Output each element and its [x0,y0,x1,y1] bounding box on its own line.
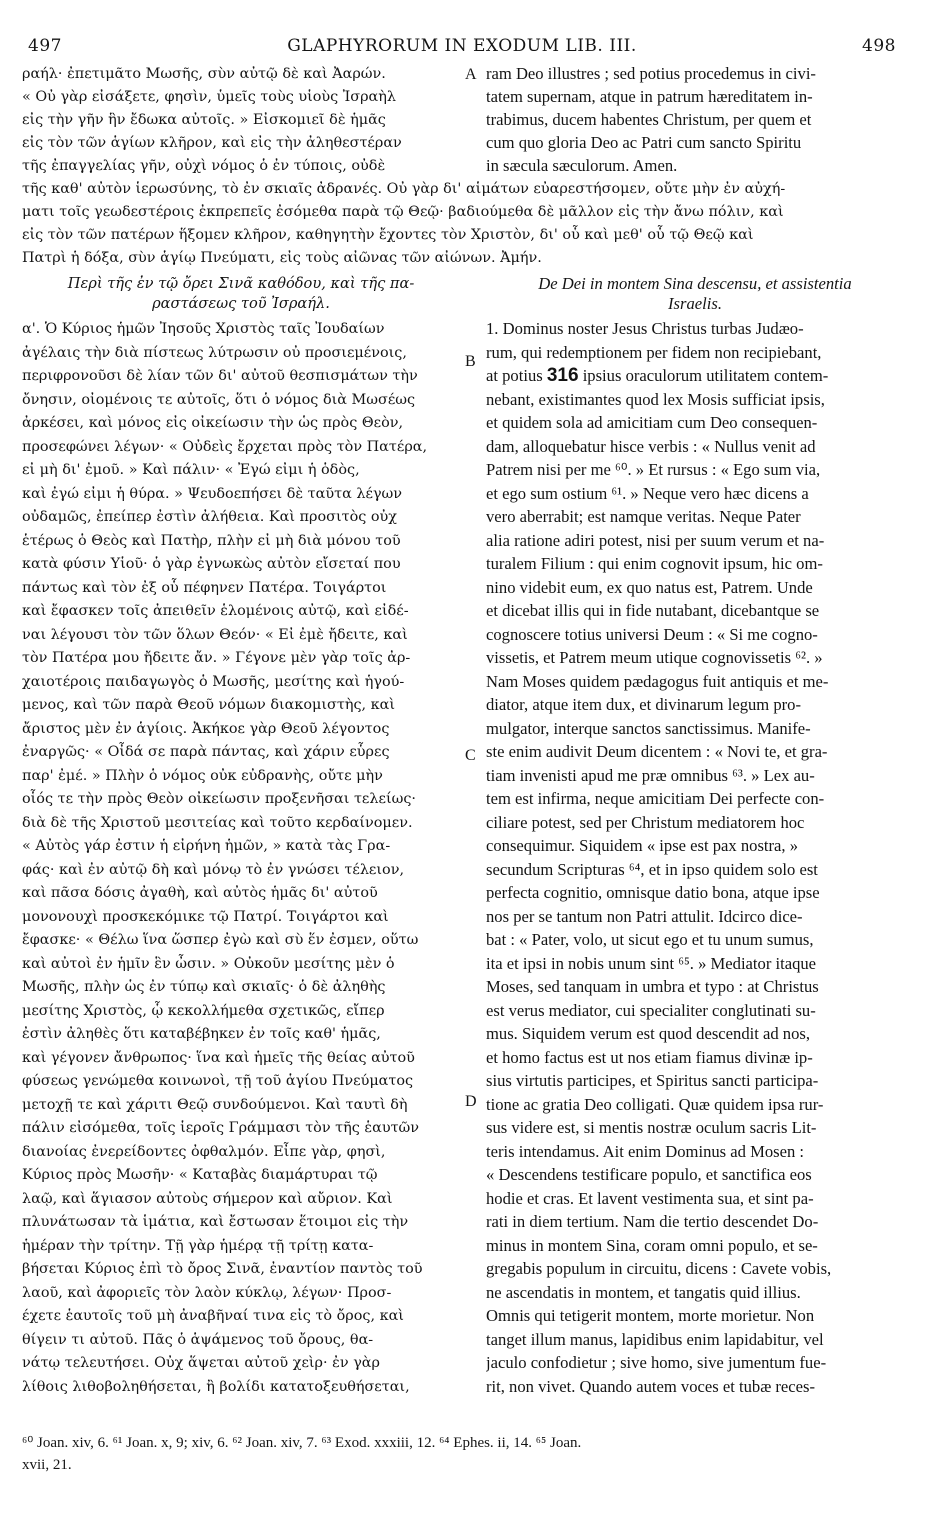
greek-line: τὸν Πατέρα μου ἤδειτε ἄν. » Γέγονε μὲν γὰρ τοῖς ἀρ- [22,650,411,666]
latin-line: tiam invenisti apud me præ omnibus ⁶³. » Lex au- [486,765,815,785]
greek-line: καὶ πᾶσα δόσις ἀγαθὴ, καὶ αὐτὸς ἡμᾶς δι' αὐτοῦ [22,885,378,901]
greek-line: πλυνάτωσαν τὰ ἱμάτια, καὶ ἔστωσαν ἕτοιμοι εἰς τὴν [22,1214,409,1230]
latin-line: jaculo confodietur ; sive homo, sive jumentum fue- [486,1353,827,1372]
greek-line: παρ' ἐμέ. » Πλὴν ὁ νόμος οὐκ εὐδρανὴς, οὔτε μὴν [22,767,383,784]
latin-line: tanget illum manus, lapidibus enim lapidabitur, vel [486,1329,824,1349]
latin-line: dam, alloquebatur hisce verbis : « Nullus venit ad [486,436,816,456]
greek-line: καὶ αὐτοὶ ἐν ἡμῖν ἓν ὦσιν. » Οὐκοῦν μεσίτης μὲν ὁ [22,955,395,972]
latin-line: ne ascendatis in montem, et tangatis quid illius. [486,1282,801,1302]
greek-line: καὶ ἐγώ εἰμι ἡ θύρα. » Ψευδοεπήσει δὲ ταῦτα λέγων [22,485,403,502]
latin-line: rati in diem tertium. Nam die tertio descendet Do- [486,1212,819,1231]
latin-line: vero aberrabit; est namque veritas. Neque Pater [486,507,801,526]
latin-line: ciliare potest, sed per Christum mediatorem hoc [486,812,805,832]
latin-line: est verus mediator, cui specialiter conglutinati su- [486,1000,816,1020]
greek-line: βήσεται Κύριος ἐπὶ τὸ ὄρος Σινᾶ, ἐναντίον παντὸς τοῦ [22,1261,423,1277]
latin-heading: Israelis. [668,294,722,313]
full-width-line: ματι τοῖς γεωδεστέροις ἐκπρεπεῖς ἐσόμεθα παρὰ τῷ Θεῷ· βαδιούμεθα δὲ μᾶλλον εἰς τὴν ἄνω πόλιν, καὶ [22,204,784,220]
latin-line: sus videre est, si mentis nostræ oculum sacris Lit- [486,1118,817,1137]
greek-line: λαοῦ, καὶ ἀφοριεῖς τὸν λαὸν κύκλῳ, λέγων· Προσ- [22,1284,392,1301]
greek-line: θίγειν τι αὐτοῦ. Πᾶς ὁ ἁψάμενος τοῦ ὄρους, θα- [22,1331,374,1348]
greek-line: διανοίας ἐνερείδοντες ὀφθαλμόν. Εἶπε γὰρ, φησὶ, [22,1143,386,1160]
greek-line: « Οὐ γὰρ εἰσάξετε, φησὶν, ὑμεῖς τοὺς υἱοὺς Ἰσραὴλ [22,89,397,105]
latin-line: nos per se tantum non Patri attulit. Idcirco dice- [486,906,803,926]
greek-line: οὐδαμῶς, ἐπείπερ ἐστὶν ἀλήθεια. Καὶ προσιτὸς οὐχ [22,509,397,525]
greek-line: μεσίτης Χριστὸς, ᾧ κεκολλήμεθα σχετικῶς, εἴπερ [22,1002,385,1019]
latin-line: sius virtutis participes, et Spiritus sancti participa- [486,1071,819,1090]
latin-line: Omnis qui tetigerit montem, morte morietur. Non [486,1306,815,1325]
latin-line: et quidem sola ad amicitiam cum Deo consequen- [486,413,818,432]
latin-line: diator, atque item dux, et divinarum legum pro- [486,695,801,714]
greek-line: εἰς τὸν τῶν ἁγίων κλῆρον, καὶ εἰς τὴν ἀληθεστέραν [22,135,402,151]
latin-line: et dicebat illis qui in fide nutabant, dicebantque se [486,601,820,620]
latin-line: 1. Dominus noster Jesus Christus turbas Judæo- [486,319,804,338]
latin-line: trabimus, ducem habentes Christum, per quem et [486,110,812,129]
column-number: 316 [546,366,579,386]
greek-line: λαῷ, καὶ ἅγιασον αὐτοὺς σήμερον καὶ αὔριον. Καὶ [22,1190,393,1207]
latin-line: hodie et cras. Et lavent vestimenta sua, et sint pa- [486,1188,814,1208]
margin-marker-c: C [465,747,476,764]
greek-line: ἐστὶν ἀληθὲς ὅτι καταβέβηκεν ἐν τοῖς καθ' ἡμᾶς, [22,1026,381,1042]
latin-line: Patrem nisi per me ⁶⁰. » Et rursus : « Ego sum via, [486,460,821,479]
latin-line: teris intendamus. Ait enim Dominus ad Mosen : [486,1141,805,1161]
full-width-line: Πατρὶ ἡ δόξα, σὺν ἁγίῳ Πνεύματι, εἰς τοὺς αἰῶνας τῶν αἰώνων. Ἀμήν. [22,250,542,266]
latin-line [486,366,904,386]
latin-line: mulgator, interque sanctos sanctissimus. Manife- [486,718,811,738]
latin-line: alia ratione adiri potest, nisi per suum verum et na- [486,530,825,550]
latin-line: minus in montem Sina, coram omni populo, et se- [486,1235,818,1255]
right-page-number: 498 [862,36,896,56]
latin-line: Nam Moses quidem pædagogus fuit antiquis et me- [486,671,829,691]
latin-line: « Descendens testificare populo, et sanctifica eos [486,1165,812,1184]
latin-line: Moses, sed tanquam in umbra et typo : at Christus [486,977,819,996]
latin-line: gregabis populum in circuitu, dicens : Cavete vobis, [486,1259,832,1278]
latin-text: at potius [486,366,547,385]
latin-line: turalem Filium : qui enim cognovit ipsum, hic om- [486,554,823,573]
greek-line: ναι λέγουσι τὸν τῶν ὅλων Θεόν· « Εἰ ἐμὲ ἤδειτε, καὶ [22,626,408,643]
greek-line: ἀρκέσει, καὶ μόνος εἰς οἰκείωσιν τὴν ὡς πρὸς Θεὸν, [22,415,404,431]
running-title: GLAPHYRORUM IN EXODUM LIB. III. [287,36,637,56]
latin-line: tem est infirma, neque amicitiam Dei perfecte con- [486,789,825,808]
greek-line: ἑτέρως ὁ Θεὸς καὶ Πατὴρ, πλὴν εἰ μὴ διὰ μόνου τοῦ [22,532,401,549]
greek-line: οἷός τε τὴν πρὸς Θεὸν οἰκείωσιν προξενῆσαι τελείως· [22,791,416,807]
left-page-number: 497 [28,36,62,56]
greek-line: « Αὐτὸς γάρ ἐστιν ἡ εἰρήνη ἡμῶν, » κατὰ τὰς Γρα- [22,838,391,854]
latin-line: ita et ipsi in nobis unum sint ⁶⁵. » Mediator itaque [486,953,817,973]
latin-line: vissetis, et Patrem meum utique cognovissetis ⁶². » [486,648,823,667]
latin-line: cum quo gloria Deo ac Patri cum sancto Spiritu [486,133,802,152]
greek-line: Μωσῆς, πλὴν ὡς ἐν τύπῳ καὶ σκιαῖς· ὁ δὲ ἀληθὴς [22,979,386,995]
margin-marker-d: D [465,1093,477,1110]
greek-heading: ραστάσεως τοῦ Ἰσραήλ. [152,295,330,312]
latin-line: cognoscere totius universi Deum : « Si me cogno- [486,624,818,644]
greek-line: ἔφασκε· « Θέλω ἵνα ὥσπερ ἐγὼ καὶ σὺ ἕν ἐσμεν, οὕτω [22,932,419,948]
greek-line: νάτῳ τελευτήσει. Οὐχ ἅψεται αὐτοῦ χεὶρ· ἐν γὰρ [22,1355,380,1371]
greek-line: εἰ μὴ δι' ἐμοῦ. » Καὶ πάλιν· « Ἐγώ εἰμι ἡ ὁδὸς, [22,462,360,478]
latin-line: rit, non vivet. Quando autem voces et tubæ reces- [486,1376,816,1396]
greek-line: ὄνησιν, οἰομένοις τε αὐτοῖς, ὅτι ὁ νόμος διὰ Μωσέως [22,391,416,408]
greek-heading: Περὶ τῆς ἐν τῷ ὄρει Σινᾶ καθόδου, καὶ τῆς πα- [67,275,415,292]
greek-line: μετοχῇ τε καὶ χάριτι Θεῷ συνδούμενοι. Καὶ ταυτὶ δὴ [22,1096,408,1113]
greek-line: εἰς τὴν γῆν ἣν ἔδωκα αὐτοῖς. » Εἰσκομιεῖ δὲ ἡμᾶς [22,112,386,128]
latin-line: tatem supernam, atque in patrum hæreditatem in- [486,87,813,106]
greek-line: πάλιν εἰσόμεθα, τοῖς ἱεροῖς Γράμμασι τὸν τῆς ἑαυτῶν [22,1120,420,1136]
margin-marker-b: B [465,353,476,370]
footnote-line: ⁶⁰ Joan. xiv, 6. ⁶¹ Joan. x, 9; xiv, 6. ⁶² Joan. xiv, 7. ⁶³ Exod. xxxiii, 12. ⁶⁴ Ephes. ii, 14. ⁶⁵ Joan. [22,1435,582,1451]
greek-line: φάς· καὶ ἐν αὐτῷ δὴ καὶ μόνῳ τὸ ἐν γνώσει τέλειον, [22,861,405,878]
full-width-line: τῆς καθ' αὐτὸν ἱερωσύνης, τὸ ἐν σκιαῖς ἀδρανές. Οὐ γὰρ δι' αἱμάτων εὐαρεστήσομεν, οὔτε μὴν ἐν αὐχή- [22,181,786,197]
latin-line: tione ac gratia Deo colligati. Quæ quidem ipsa rur- [486,1094,824,1114]
latin-line: secundum Scripturas ⁶⁴, et in ipso quidem solo est [486,859,818,879]
greek-line: ραήλ· ἐπετιμᾶτο Μωσῆς, σὺν αὐτῷ δὲ καὶ Ἀαρών. [22,66,386,82]
greek-line: τῆς ἐπαγγελίας γῆν, οὐχὶ νόμος ὁ ἐν τύποις, οὐδὲ [22,158,386,174]
greek-line: χαιοτέροις παιδαγωγὸς ὁ Μωσῆς, μεσίτης καὶ ἡγού- [22,673,405,690]
latin-line: ste enim audivit Deum dicentem : « Novi te, et gra- [486,742,828,761]
latin-line: rum, qui redemptionem per fidem non recipiebant, [486,342,822,362]
greek-line: ἀγέλαις τὴν διὰ πίστεως λύτρωσιν οὐ προσιεμένοις, [22,344,407,361]
greek-line: ἡμέραν τὴν τρίτην. Τῇ γὰρ ἡμέρᾳ τῇ τρίτῃ κατα- [22,1237,374,1254]
greek-line: λίθοις λιθοβοληθήσεται, ἢ βολίδι κατατοξευθήσεται, [22,1378,410,1395]
latin-heading: De Dei in montem Sina descensu, et assistentia [538,274,852,293]
greek-line: φύσεως γενώμεθα κοινωνοὶ, τῇ τοῦ ἁγίου Πνεύματος [22,1073,414,1089]
full-width-line: εἰς τὸν τῶν πατέρων ἥξομεν κλῆρον, καθηγητὴν ἔχοντες τὸν Χριστὸν, δι' οὗ καὶ μεθ' οὗ τῷ Θεῷ καὶ [22,227,754,243]
latin-line: bat : « Pater, volo, ut sicut ego et tu unum sumus, [486,930,814,949]
greek-line: πάντως καὶ τὸν ἐξ οὗ πέφηνεν Πατέρα. Τοιγάρτοι [22,579,387,596]
greek-line: α'. Ὁ Κύριος ἡμῶν Ἰησοῦς Χριστὸς ταῖς Ἰουδαίων [22,321,385,337]
greek-line: κατὰ φύσιν Υἱοῦ· ὁ γὰρ ἐγνωκὼς αὐτὸν εἴσεταί που [22,556,401,572]
latin-line: in sæcula sæculorum. Amen. [486,156,678,175]
latin-line: perfecta cognitio, omnisque datio bona, atque ipse [486,883,820,902]
page-header [28,36,896,60]
greek-line: καὶ γέγονεν ἄνθρωπος· ἵνα καὶ ἡμεῖς τῆς θείας αὐτοῦ [22,1049,415,1066]
greek-line: μονονουχὶ προσκεκόμικε τῷ Πατρί. Τοιγάρτοι καὶ [22,908,389,925]
latin-line: et homo factus est ut nos etiam fiamus divinæ ip- [486,1047,813,1067]
latin-line: ram Deo illustres ; sed potius procedemus in civi- [486,64,816,83]
latin-line: nino videbit eum, ex quo natus est, Patrem. Unde [486,577,813,597]
greek-line: διὰ δὲ τῆς Χριστοῦ μεσιτείας καὶ τοῦτο κερδαίνομεν. [22,814,413,831]
greek-line: έχετε ἑαυτοῖς τοῦ μὴ ἀναβῆναί τινα εἰς τὸ ὄρος, καὶ [22,1308,404,1324]
latin-line: consequimur. Siquidem « ipse est pax nostra, » [486,836,799,855]
footnote-line: xvii, 21. [22,1457,72,1473]
greek-line: περιφρονοῦσι δὲ λίαν τῶν δι' αὐτοῦ θεσπισμάτων τὴν [22,368,418,384]
greek-line: ἄριστος μὲν ἐν ἁγίοις. Ἀκήκοε γὰρ Θεοῦ λέγοντος [22,720,390,737]
latin-line: mus. Siquidem verum est quod descendit ad nos, [486,1024,810,1043]
latin-line: et ego sum ostium ⁶¹. » Neque vero hæc dicens a [486,483,809,503]
latin-line: nebant, existimantes quod lex Mosis sufficiat ipsis, [486,389,825,409]
margin-marker-a: A [465,66,477,83]
greek-line: καὶ ἔφασκεν τοῖς ἀπειθεῖν ἑλομένοις αὐτῷ, καὶ εἰδέ- [22,603,409,619]
latin-text: ipsius oraculorum utilitatem contem- [578,366,829,385]
greek-line: Κύριος πρὸς Μωσῆν· « Καταβὰς διαμάρτυραι τῷ [22,1167,378,1183]
greek-line: προσεφώνει λέγων· « Οὐδεὶς ἔρχεται πρὸς τὸν Πατέρα, [22,438,428,455]
greek-line: ἐναργῶς· « Οἶδά σε παρὰ πάντας, καὶ χάριν εὗρες [22,744,390,760]
greek-line: μενος, καὶ τῶν παρὰ Θεοῦ νόμων διακομιστὴς, καὶ [22,697,396,713]
